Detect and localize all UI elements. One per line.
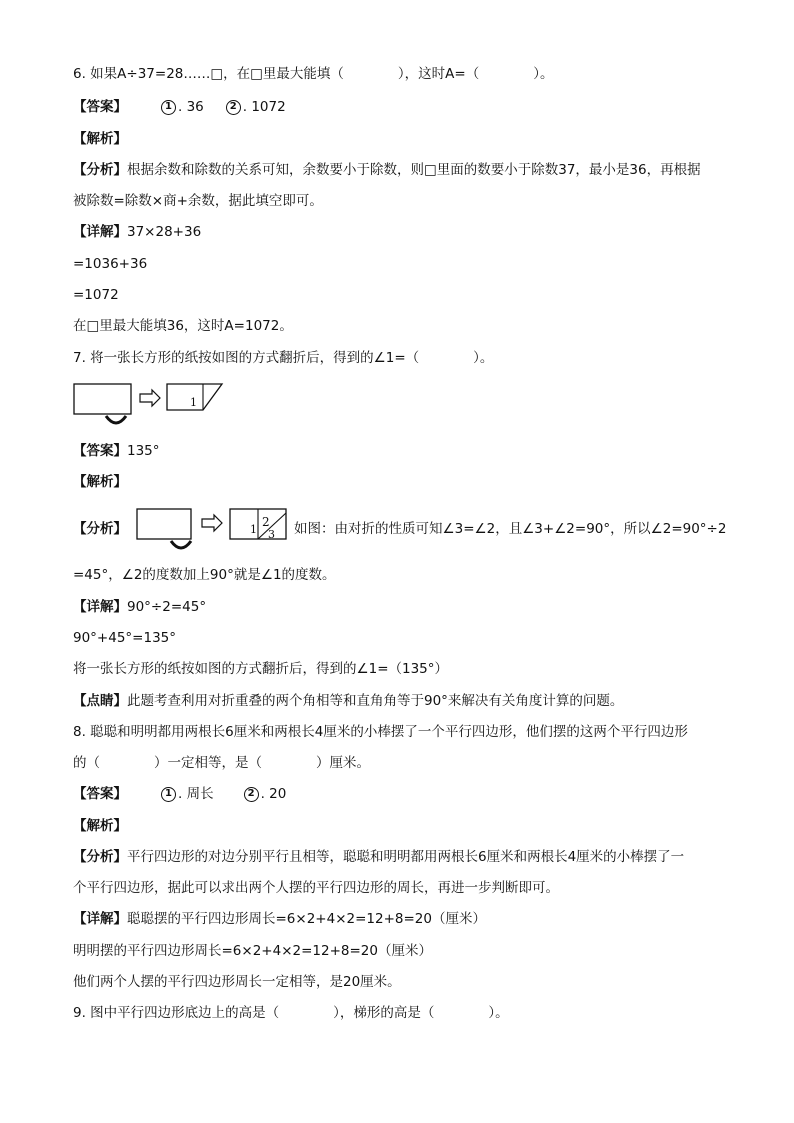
circle-number-icon: 1	[161, 787, 176, 802]
rectangle-paper	[137, 509, 191, 539]
q8-answer-2: . 20	[260, 786, 287, 802]
q8-detail-2: 明明摆的平行四边形周长=6×2+4×2=12+8=20（厘米）	[73, 943, 432, 959]
q6-detail-1: 【详解】37×28+36	[73, 224, 202, 240]
angle-label-3: 3	[268, 528, 275, 541]
answer-tag: 【答案】	[73, 443, 127, 459]
q8-answer-row	[73, 784, 286, 804]
q8-fenxi-2: 个平行四边形，据此可以求出两个人摆的平行四边形的周长，再进一步判断即可。	[73, 880, 559, 896]
q7-answer: 135°	[127, 443, 160, 459]
q6-fenxi-2: 被除数=除数×商+余数，据此填空即可。	[73, 193, 323, 209]
q7-dianjing: 【点睛】此题考查利用对折重叠的两个角相等和直角角等于90°来解决有关角度计算的问题。	[73, 693, 624, 709]
q8-detail-3: 他们两个人摆的平行四边形周长一定相等，是20厘米。	[73, 974, 401, 990]
fenxi-tag: 【分析】	[73, 162, 127, 178]
angle-label-1: 1	[250, 523, 257, 536]
q6-detail-4: 在□里最大能填36，这时A=1072。	[73, 318, 293, 334]
answer-tag: 【答案】	[73, 99, 127, 115]
circle-number-icon: 2	[226, 100, 241, 115]
arrow-right-icon	[202, 515, 222, 531]
q6-answer-1: . 36	[178, 99, 204, 115]
detail-tag: 【详解】	[73, 911, 127, 927]
fenxi-tag: 【分析】	[73, 521, 127, 537]
fold-figure	[72, 380, 232, 434]
q7-question: 7. 将一张长方形的纸按如图的方式翻折后，得到的∠1=（ ）。	[73, 350, 494, 366]
q6-detail-2: =1036+36	[73, 256, 148, 272]
analysis-tag: 【解析】	[73, 818, 127, 834]
q6-question: 6. 如果A÷37=28……□，在□里最大能填（ ），这时A=（ ）。	[73, 66, 554, 82]
angle-label-1: 1	[190, 396, 197, 409]
circle-number-icon: 1	[161, 100, 176, 115]
analysis-tag: 【解析】	[73, 474, 127, 490]
q7-fenxi-1: 如图：由对折的性质可知∠3=∠2，且∠3+∠2=90°，所以∠2=90°÷2	[294, 521, 727, 537]
q6-fenxi-1: 【分析】根据余数和除数的关系可知，余数要小于除数，则□里面的数要小于除数37，最小是36，再根据	[73, 162, 701, 178]
fenxi-tag: 【分析】	[73, 849, 127, 865]
fold-analysis-figure	[134, 505, 292, 555]
q6-detail-3: =1072	[73, 287, 119, 303]
q7-answer-row	[73, 441, 160, 461]
q8-question-2: 的（ ）一定相等，是（ ）厘米。	[73, 755, 370, 771]
analysis-tag: 【解析】	[73, 131, 127, 147]
answer-tag: 【答案】	[73, 786, 127, 802]
q7-detail-2: 90°+45°=135°	[73, 630, 176, 646]
q7-fenxi-2: =45°，∠2的度数加上90°就是∠1的度数。	[73, 567, 336, 583]
dianjing-tag: 【点睛】	[73, 693, 127, 709]
fold-arc-icon	[171, 541, 191, 548]
angle-label-2: 2	[262, 515, 270, 529]
q7-detail-1: 【详解】90°÷2=45°	[73, 599, 207, 615]
q8-question-1: 8. 聪聪和明明都用两根长6厘米和两根长4厘米的小棒摆了一个平行四边形，他们摆的这两个平行四边形	[73, 724, 688, 740]
q6-answer-row	[73, 97, 286, 117]
q8-fenxi-1: 【分析】平行四边形的对边分别平行且相等，聪聪和明明都用两根长6厘米和两根长4厘米的小棒摆了一	[73, 849, 685, 865]
q6-answer-2: . 1072	[242, 99, 286, 115]
q9-question: 9. 图中平行四边形底边上的高是（ ），梯形的高是（ ）。	[73, 1005, 509, 1021]
q7-fenxi-tag-row	[73, 519, 127, 539]
detail-tag: 【详解】	[73, 599, 127, 615]
fold-arc-icon	[106, 416, 126, 423]
q7-detail-3: 将一张长方形的纸按如图的方式翻折后，得到的∠1=（135°）	[73, 661, 449, 677]
q8-detail-1: 【详解】聪聪摆的平行四边形周长=6×2+4×2=12+8=20（厘米）	[73, 911, 486, 927]
detail-tag: 【详解】	[73, 224, 127, 240]
arrow-right-icon	[140, 390, 160, 406]
q8-answer-1: . 周长	[178, 786, 214, 802]
rectangle-paper	[74, 384, 131, 414]
circle-number-icon: 2	[244, 787, 259, 802]
